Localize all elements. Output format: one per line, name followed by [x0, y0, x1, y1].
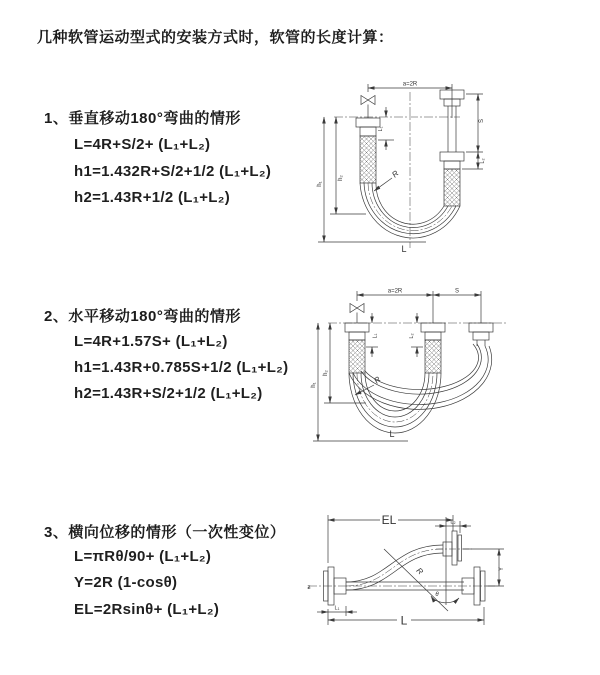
section-3-formula-Y: Y=2R (1-cosθ) — [74, 574, 178, 591]
d3-L1-label: L₁ — [334, 605, 340, 612]
d2-S-label: S — [454, 288, 460, 295]
d1-h2-label: h₂ — [338, 175, 344, 181]
hose-braid — [360, 136, 376, 183]
d1-R-label: R — [390, 168, 401, 180]
d1-span-label: a=2R — [402, 81, 418, 88]
d2-L2-label: L₂ — [409, 333, 415, 339]
page-title: 几种软管运动型式的安装方式时，软管的长度计算： — [37, 29, 394, 46]
d3-weld-symbol: ƶ — [307, 585, 311, 591]
section-1-heading: 1、垂直移动180°弯曲的情形 — [44, 110, 241, 127]
d1-L-label: L — [401, 244, 407, 254]
hose-braid — [425, 340, 441, 373]
valve-icon — [361, 96, 375, 105]
d2-R-label: R — [372, 374, 383, 386]
valve-icon — [350, 304, 364, 313]
d2-L1-label: L₁ — [372, 333, 379, 339]
section-1-formula-h2: h2=1.43R+1/2 (L₁+L₂) — [74, 189, 231, 206]
d2-h2-label: h₂ — [323, 370, 329, 376]
diagram-horizontal-180-bend — [308, 283, 578, 448]
d2-span-label: a=2R — [387, 288, 403, 295]
d3-L2-label: L₂ — [450, 519, 456, 526]
section-2-formula-L: L=4R+1.57S+ (L₁+L₂) — [74, 333, 228, 350]
hose-braid — [444, 169, 460, 206]
d3-Y-label: Y — [499, 566, 505, 572]
section-3-heading: 3、横向位移的情形（一次性变位） — [44, 524, 286, 541]
hose-braid — [349, 340, 365, 373]
d1-S-label: S — [479, 118, 485, 124]
d2-L-label: L — [389, 429, 395, 439]
d2-h1-label: h₁ — [311, 382, 317, 388]
d2-drawing-lines — [313, 288, 508, 441]
d1-L1-label: L₁ — [378, 126, 384, 132]
section-2-heading: 2、水平移动180°弯曲的情形 — [44, 308, 241, 325]
d3-R-label: R — [414, 565, 425, 577]
section-3-formula-EL: EL=2Rsinθ+ (L₁+L₂) — [74, 601, 220, 618]
s-curve-hose — [346, 545, 443, 590]
section-1-formula-h1: h1=1.432R+S/2+1/2 (L₁+L₂) — [74, 163, 272, 180]
d1-h1-label: h₁ — [317, 181, 323, 187]
d3-theta-label: θ — [435, 592, 439, 598]
section-2-formula-h2: h2=1.43R+S/2+1/2 (L₁+L₂) — [74, 385, 263, 402]
u-bend-arcs-shifted — [349, 344, 492, 409]
diagram-vertical-180-bend — [308, 76, 508, 254]
section-1-formula-L: L=4R+S/2+ (L₁+L₂) — [74, 136, 211, 153]
diagram-lateral-displacement — [300, 505, 600, 660]
d3-EL-label: EL — [381, 513, 397, 527]
section-3-formula-L: L=πRθ/90+ (L₁+L₂) — [74, 548, 212, 565]
d3-L-label: L — [400, 613, 408, 628]
d1-drawing-lines — [318, 81, 483, 248]
section-2-formula-h1: h1=1.43R+0.785S+1/2 (L₁+L₂) — [74, 359, 289, 376]
d1-L2-label: L₂ — [480, 158, 486, 164]
